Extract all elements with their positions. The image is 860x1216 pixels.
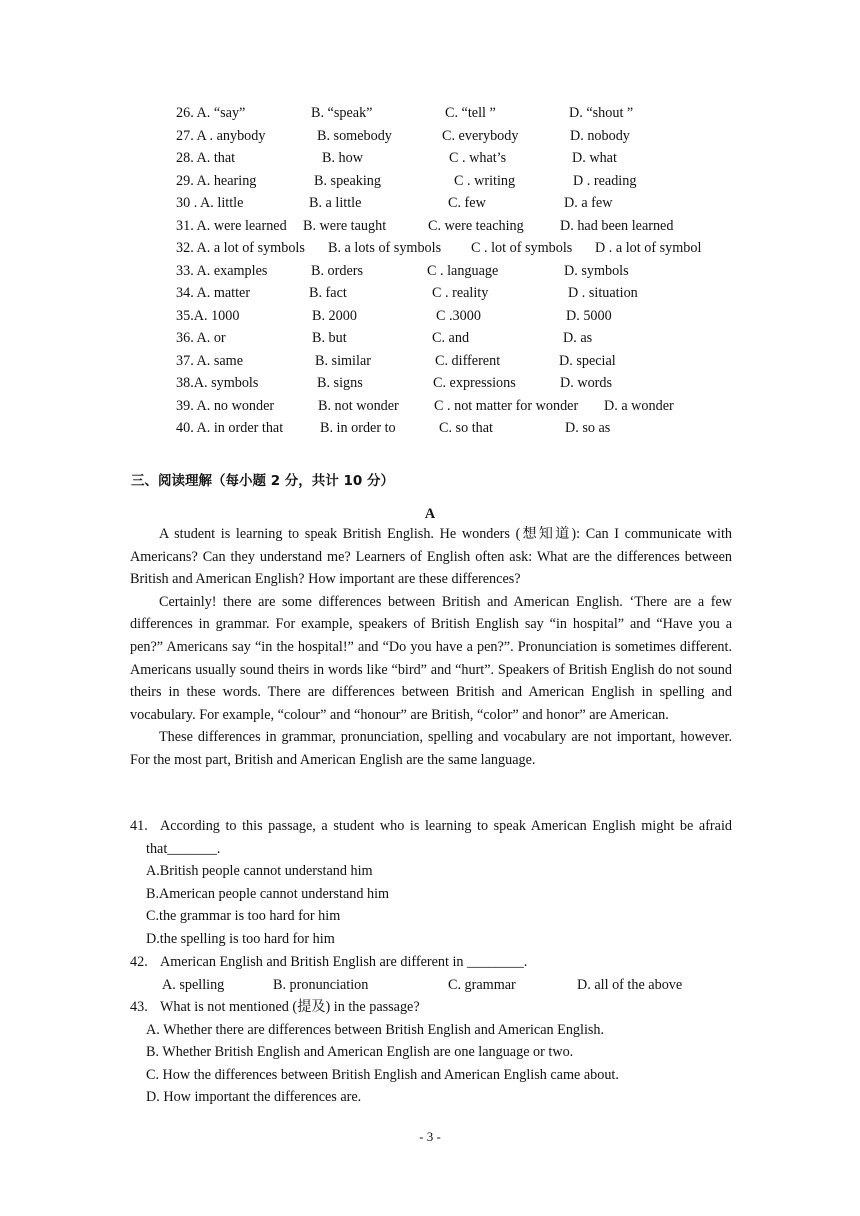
option-b: B. 2000 [312,307,357,324]
option-c: C . lot of symbols [471,240,573,256]
option-c: C . writing [454,172,516,189]
option-b: B. speaking [314,172,381,189]
answer-choice: A.British people cannot understand him [146,863,373,880]
option-a: 38.A. symbols [176,375,259,391]
option-d: D. special [559,352,616,369]
question-stem [130,951,732,974]
section-heading: 三、阅读理解（每小题 2 分，共计 10 分） [131,473,394,489]
answer-choice: B.American people cannot understand him [146,885,390,902]
option-c: C .3000 [436,307,481,324]
option-a: 37. A. same [176,352,243,369]
option-c: C. “tell ” [445,105,496,121]
question-43 [130,996,732,1109]
option-b: B. “speak” [311,105,373,121]
cloze-option-row [0,353,860,375]
option-a: 32. A. a lot of symbols [176,240,305,256]
answer-choice: B. pronunciation [273,976,369,993]
option-c: C . not matter for wonder [434,397,579,414]
option-c: C. different [435,352,501,369]
question-stem [130,815,732,860]
option-a: 28. A. that [176,150,236,166]
passage-paragraph: These differences in grammar, pronunciation, spelling and vocabulary are not important, however. For the most part, British and American English are the same language. [130,729,732,768]
answer-choice: C. How the differences between British English and American English came about. [146,1066,619,1083]
option-b: B. how [322,150,363,166]
option-b: B. a lots of symbols [328,240,442,256]
option-b: B. not wonder [318,397,399,414]
option-c: C. expressions [433,375,516,391]
answer-choice: A. spelling [162,976,225,993]
option-d: D . situation [568,285,638,301]
cloze-option-row [0,263,860,285]
cloze-option-row [0,330,860,352]
option-c: C . language [427,262,499,279]
option-a: 40. A. in order that [176,420,284,436]
option-c: C. so that [439,420,493,436]
question-text: American English and British English are different in ________. [160,954,528,970]
option-a: 30 . A. little [176,195,244,211]
question-42 [130,951,732,996]
cloze-option-row [0,375,860,397]
cloze-option-row [0,240,860,262]
option-c: C . what’s [449,150,507,166]
option-c: C. were teaching [428,217,524,234]
option-b: B. somebody [317,127,392,144]
option-c: C. everybody [442,127,519,144]
answer-choice: C.the grammar is too hard for him [146,908,341,925]
reading-passage [130,523,732,772]
cloze-option-row [0,285,860,307]
cloze-option-row [0,218,860,240]
option-d: D. a wonder [604,397,674,414]
option-d: D. a few [564,195,613,211]
page-number: - 3 - [419,1129,441,1144]
option-d: D. had been learned [560,217,674,234]
option-c: C. and [432,330,470,346]
answer-choice: D.the spelling is too hard for him [146,930,335,947]
cloze-option-row [0,128,860,150]
option-d: D. what [572,150,617,166]
option-d: D. symbols [564,262,629,279]
option-c: C . reality [432,285,489,301]
option-a: 31. A. were learned [176,217,287,234]
option-b: B. signs [317,375,363,391]
answer-choice: C. grammar [448,976,516,993]
option-a: 27. A . anybody [176,127,266,144]
option-d: D. “shout ” [569,105,634,121]
question-41 [130,815,732,951]
option-b: B. were taught [303,217,387,234]
cloze-option-row [0,150,860,172]
cloze-option-row [0,398,860,420]
cloze-option-row [0,420,860,442]
option-a: 29. A. hearing [176,172,257,189]
question-text: According to this passage, a student who is learning to speak American English might be afraid that_______. [146,818,732,857]
question-number: 41. [130,818,148,834]
option-d: D . a lot of symbol [595,240,702,256]
question-number: 43. [130,999,148,1015]
answer-choice: D. How important the differences are. [146,1089,362,1106]
answer-choice: A. Whether there are differences between British English and American English. [146,1021,605,1038]
cloze-option-row [0,195,860,217]
option-d: D. as [563,330,593,346]
answer-choice: D. all of the above [577,976,683,993]
option-b: B. a little [309,195,362,211]
option-b: B. fact [309,285,347,301]
option-a: 33. A. examples [176,262,268,279]
passage-paragraph: A student is learning to speak British English. He wonders (想知道): Can I communicate with Americans? Can they understand me? Learners of English often ask: What are the differences between British and American English? How important are these differences? [130,526,732,588]
option-d: D. nobody [570,127,630,144]
option-b: B. in order to [320,420,396,436]
answer-choices-row [130,974,732,997]
option-a: 36. A. or [176,330,226,346]
option-b: B. but [312,330,347,346]
answer-choice: B. Whether British English and American English are one language or two. [146,1044,574,1061]
option-a: 26. A. “say” [176,105,246,121]
option-d: D. words [560,375,613,391]
option-b: B. similar [315,352,371,369]
option-d: D. 5000 [566,307,612,324]
option-b: B. orders [311,262,364,279]
option-d: D. so as [565,420,611,436]
option-c: C. few [448,195,486,211]
option-a: 35.A. 1000 [176,307,240,324]
question-number: 42. [130,954,148,970]
cloze-option-row [0,173,860,195]
option-a: 39. A. no wonder [176,397,275,414]
passage-title: A [424,506,436,522]
question-stem [130,996,732,1019]
question-text: What is not mentioned (提及) in the passage? [160,999,420,1015]
option-a: 34. A. matter [176,285,251,301]
cloze-option-row [0,308,860,330]
cloze-option-row [0,105,860,127]
passage-paragraph: Certainly! there are some differences between British and American English. ‘There are a few differences in grammar. For example, speakers of British English say “in hospital” and “Have you a pen?” Americans say “in the hospital!” and “Do you have a pen?”. Pronunciation is sometimes different. Americans usually sound theirs in words like “bird” and “hurt”. Speakers of British English do not sound theirs in these words. There are differences between British and American English in spelling and vocabulary. For example, “colour” and “honour” are British, “color” and honor” are American. [130,593,732,723]
option-d: D . reading [573,172,637,189]
